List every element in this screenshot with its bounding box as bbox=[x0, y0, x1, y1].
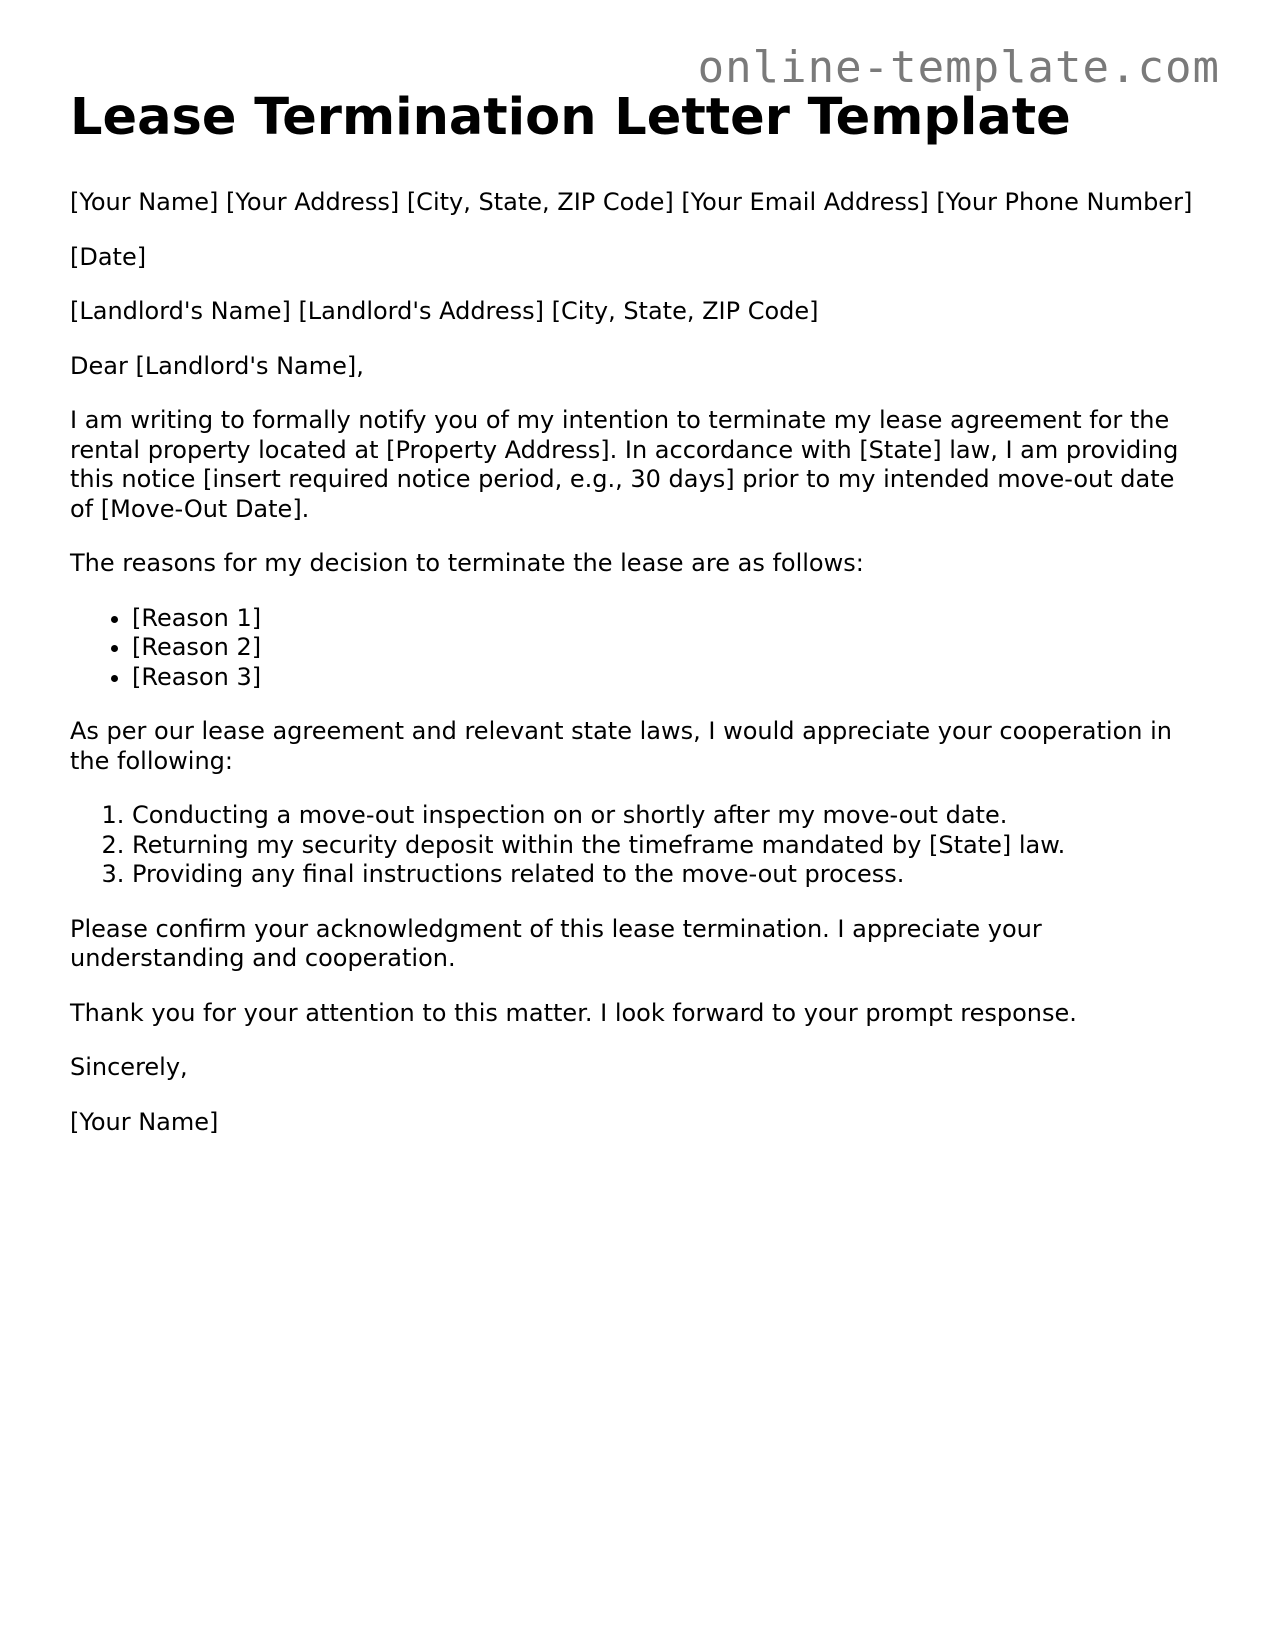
reasons-intro: The reasons for my decision to terminate the lease are as follows: bbox=[70, 549, 864, 577]
cooperation-list bbox=[70, 801, 1200, 890]
date-line: [Date] bbox=[70, 242, 147, 271]
list-item: • [Reason 1] bbox=[132, 604, 1200, 634]
signature: [Your Name] bbox=[70, 1107, 219, 1136]
list-item: 2. Returning my security deposit within the timeframe mandated by [State] law. bbox=[132, 831, 1200, 861]
salutation: Dear [Landlord's Name], bbox=[70, 351, 364, 380]
reasons-list bbox=[70, 604, 1200, 693]
list-item: • [Reason 2] bbox=[132, 633, 1200, 663]
closing: Sincerely, bbox=[70, 1053, 188, 1081]
recipient-block: [Landlord's Name] [Landlord's Address] [City, State, ZIP Code] bbox=[70, 297, 819, 325]
confirm-paragraph: Please confirm your acknowledgment of this lease termination. I appreciate your understanding and cooperation. bbox=[70, 914, 1042, 972]
page-title: Lease Termination Letter Template bbox=[70, 88, 1071, 147]
thanks-paragraph: Thank you for your attention to this matter. I look forward to your prompt response. bbox=[70, 998, 1077, 1027]
list-item: 1. Conducting a move-out inspection on or shortly after my move-out date. bbox=[132, 801, 1200, 831]
sender-block: [Your Name] [Your Address] [City, State, ZIP Code] [Your Email Address] [Your Phone Number] bbox=[70, 188, 1193, 216]
letter-document bbox=[70, 86, 1200, 1162]
intro-paragraph: I am writing to formally notify you of my intention to terminate my lease agreement for the rental property located at [Property Address]. In accordance with [State] law, I am providing this notice [insert required notice period, e.g., 30 days] prior to my intended move-out date of [Move-Out Date]. bbox=[70, 406, 1179, 523]
list-item: 3. Providing any final instructions related to the move-out process. bbox=[132, 860, 1200, 890]
watermark: online-template.com bbox=[697, 42, 1220, 93]
cooperation-intro: As per our lease agreement and relevant state laws, I would appreciate your cooperation in the following: bbox=[70, 717, 1172, 775]
list-item: • [Reason 3] bbox=[132, 663, 1200, 693]
